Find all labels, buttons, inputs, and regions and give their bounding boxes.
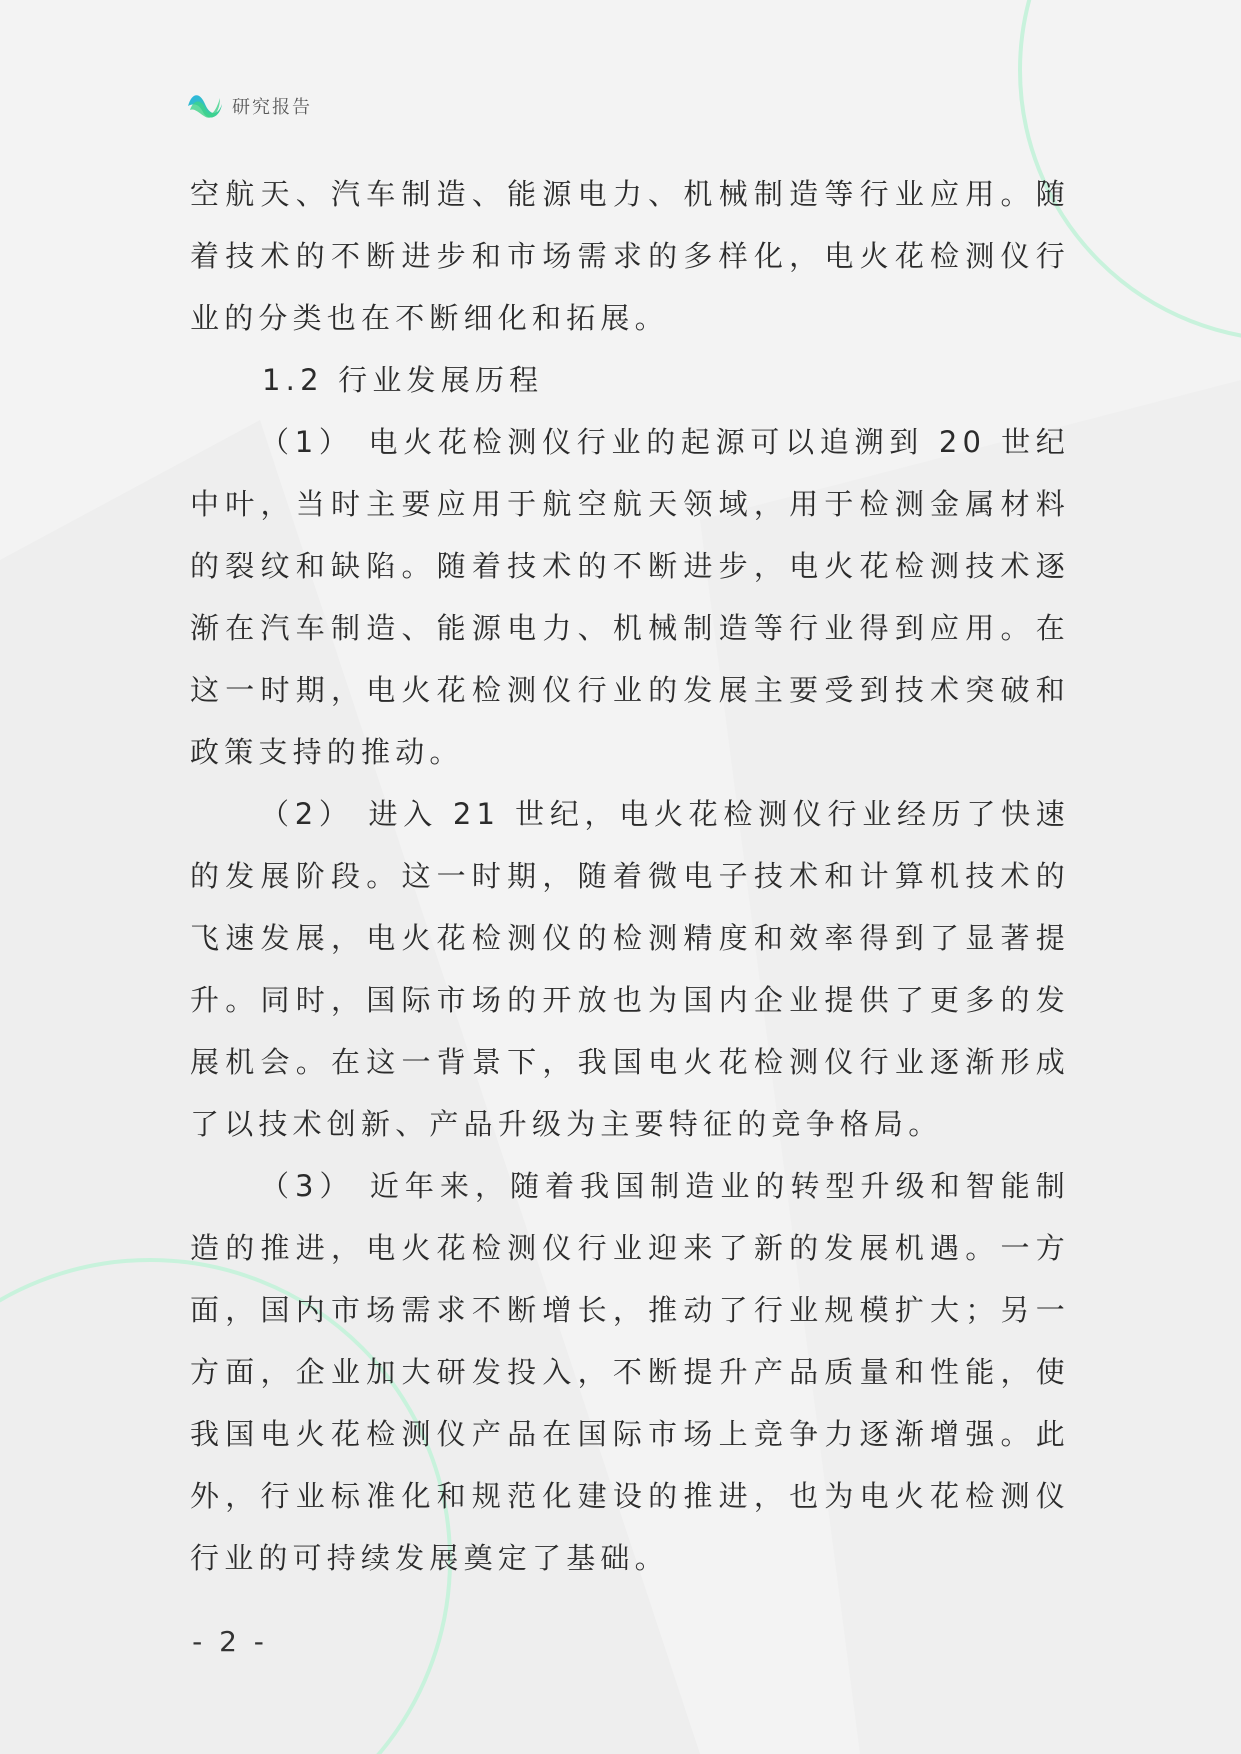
header-title: 研究报告	[232, 97, 312, 118]
paragraph-3: （3） 近年来，随着我国制造业的转型升级和智能制造的推进，电火花检测仪行业迎来了新的发展机遇。一方面，国内市场需求不断增长，推动了行业规模扩大；另一方面，企业加大研发投入，不断提升产品质量和性能，使我国电火花检测仪产品在国际市场上竞争力逐渐增强。此外，行业标准化和规范化建设的推进，也为电火花检测仪行业的可持续发展奠定了基础。	[190, 1169, 1070, 1575]
paragraph-1: （1） 电火花检测仪行业的起源可以追溯到 20 世纪中叶，当时主要应用于航空航天领域，用于检测金属材料的裂纹和缺陷。随着技术的不断进步，电火花检测技术逐渐在汽车制造、能源电力、机械制造等行业得到应用。在这一时期，电火花检测仪行业的发展主要受到技术突破和政策支持的推动。	[190, 425, 1070, 769]
paragraph-2: （2） 进入 21 世纪，电火花检测仪行业经历了快速的发展阶段。这一时期，随着微电子技术和计算机技术的飞速发展，电火花检测仪的检测精度和效率得到了显著提升。同时，国际市场的开放也为国内企业提供了更多的发展机会。在这一背景下，我国电火花检测仪行业逐渐形成了以技术创新、产品升级为主要特征的竞争格局。	[190, 797, 1070, 1141]
report-header	[186, 88, 312, 124]
document-body	[190, 163, 1070, 1589]
page-number: - 2 -	[192, 1625, 268, 1658]
intro-paragraph: 空航天、汽车制造、能源电力、机械制造等行业应用。随着技术的不断进步和市场需求的多样化，电火花检测仪行业的分类也在不断细化和拓展。	[190, 177, 1070, 335]
logo-icon	[186, 88, 224, 124]
section-heading: 1.2 行业发展历程	[262, 363, 544, 397]
